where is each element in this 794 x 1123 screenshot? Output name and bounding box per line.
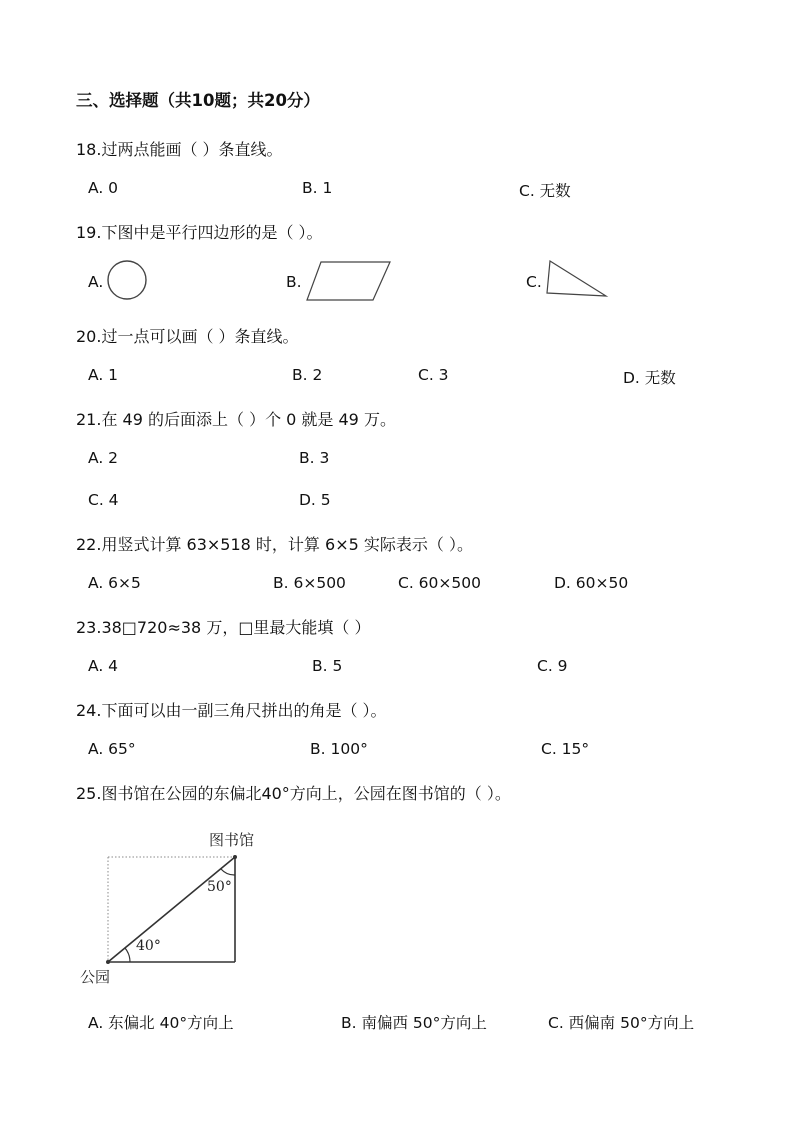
q21-option-d[interactable]: D. 5 (299, 491, 331, 509)
question-22: 22.用竖式计算 63×518 时，计算 6×5 实际表示（ ）。 (76, 535, 473, 554)
q19-option-b[interactable]: B. (286, 273, 302, 291)
park-label: 公园 (80, 968, 111, 986)
q24-option-a[interactable]: A. 65° (88, 740, 136, 758)
question-21: 21.在 49 的后面添上（ ）个 0 就是 49 万。 (76, 410, 396, 429)
q23-option-c[interactable]: C. 9 (537, 657, 568, 675)
q18-option-c[interactable]: C. 无数 (519, 182, 571, 200)
question-18: 18.过两点能画（ ）条直线。 (76, 140, 283, 159)
q18-option-b[interactable]: B. 1 (302, 179, 333, 197)
park-library-line (108, 857, 235, 962)
q21-option-a[interactable]: A. 2 (88, 449, 119, 467)
question-23: 23.38□720≈38 万，□里最大能填（ ） (76, 618, 371, 637)
section-title: 三、选择题（共10题；共20分） (76, 91, 320, 110)
q19-option-a[interactable]: A. (88, 273, 104, 291)
q24-option-c[interactable]: C. 15° (541, 740, 590, 758)
q23-option-b[interactable]: B. 5 (312, 657, 343, 675)
library-label: 图书馆 (209, 831, 255, 849)
q20-option-a[interactable]: A. 1 (88, 366, 119, 384)
q22-option-a[interactable]: A. 6×5 (88, 574, 141, 592)
q25-option-b[interactable]: B. 南偏西 50°方向上 (341, 1014, 487, 1032)
angle-label-top: 50° (207, 879, 232, 895)
q25-option-a[interactable]: A. 东偏北 40°方向上 (88, 1014, 234, 1032)
angle-label-bottom: 40° (136, 938, 161, 954)
question-25: 25.图书馆在公园的东偏北40°方向上，公园在图书馆的（ ）。 (76, 784, 511, 803)
angle-arc-top (221, 869, 235, 875)
q18-option-a[interactable]: A. 0 (88, 179, 119, 197)
q19-option-c[interactable]: C. (526, 273, 542, 291)
q22-option-c[interactable]: C. 60×500 (398, 574, 481, 592)
q20-option-d[interactable]: D. 无数 (623, 369, 676, 387)
q22-option-d[interactable]: D. 60×50 (554, 574, 629, 592)
angle-arc-bottom (125, 948, 130, 962)
parallelogram-shape (305, 258, 395, 304)
circle-shape (106, 260, 150, 304)
q20-option-b[interactable]: B. 2 (292, 366, 323, 384)
question-20: 20.过一点可以画（ ）条直线。 (76, 327, 299, 346)
q24-option-b[interactable]: B. 100° (310, 740, 368, 758)
q20-option-c[interactable]: C. 3 (418, 366, 449, 384)
q22-option-b[interactable]: B. 6×500 (273, 574, 346, 592)
triangle-shape (545, 258, 611, 300)
q21-option-c[interactable]: C. 4 (88, 491, 119, 509)
q23-option-a[interactable]: A. 4 (88, 657, 119, 675)
q21-option-b[interactable]: B. 3 (299, 449, 330, 467)
question-19: 19.下图中是平行四边形的是（ ）。 (76, 223, 323, 242)
question-24: 24.下面可以由一副三角尺拼出的角是（ ）。 (76, 701, 387, 720)
q25-option-c[interactable]: C. 西偏南 50°方向上 (548, 1014, 695, 1032)
